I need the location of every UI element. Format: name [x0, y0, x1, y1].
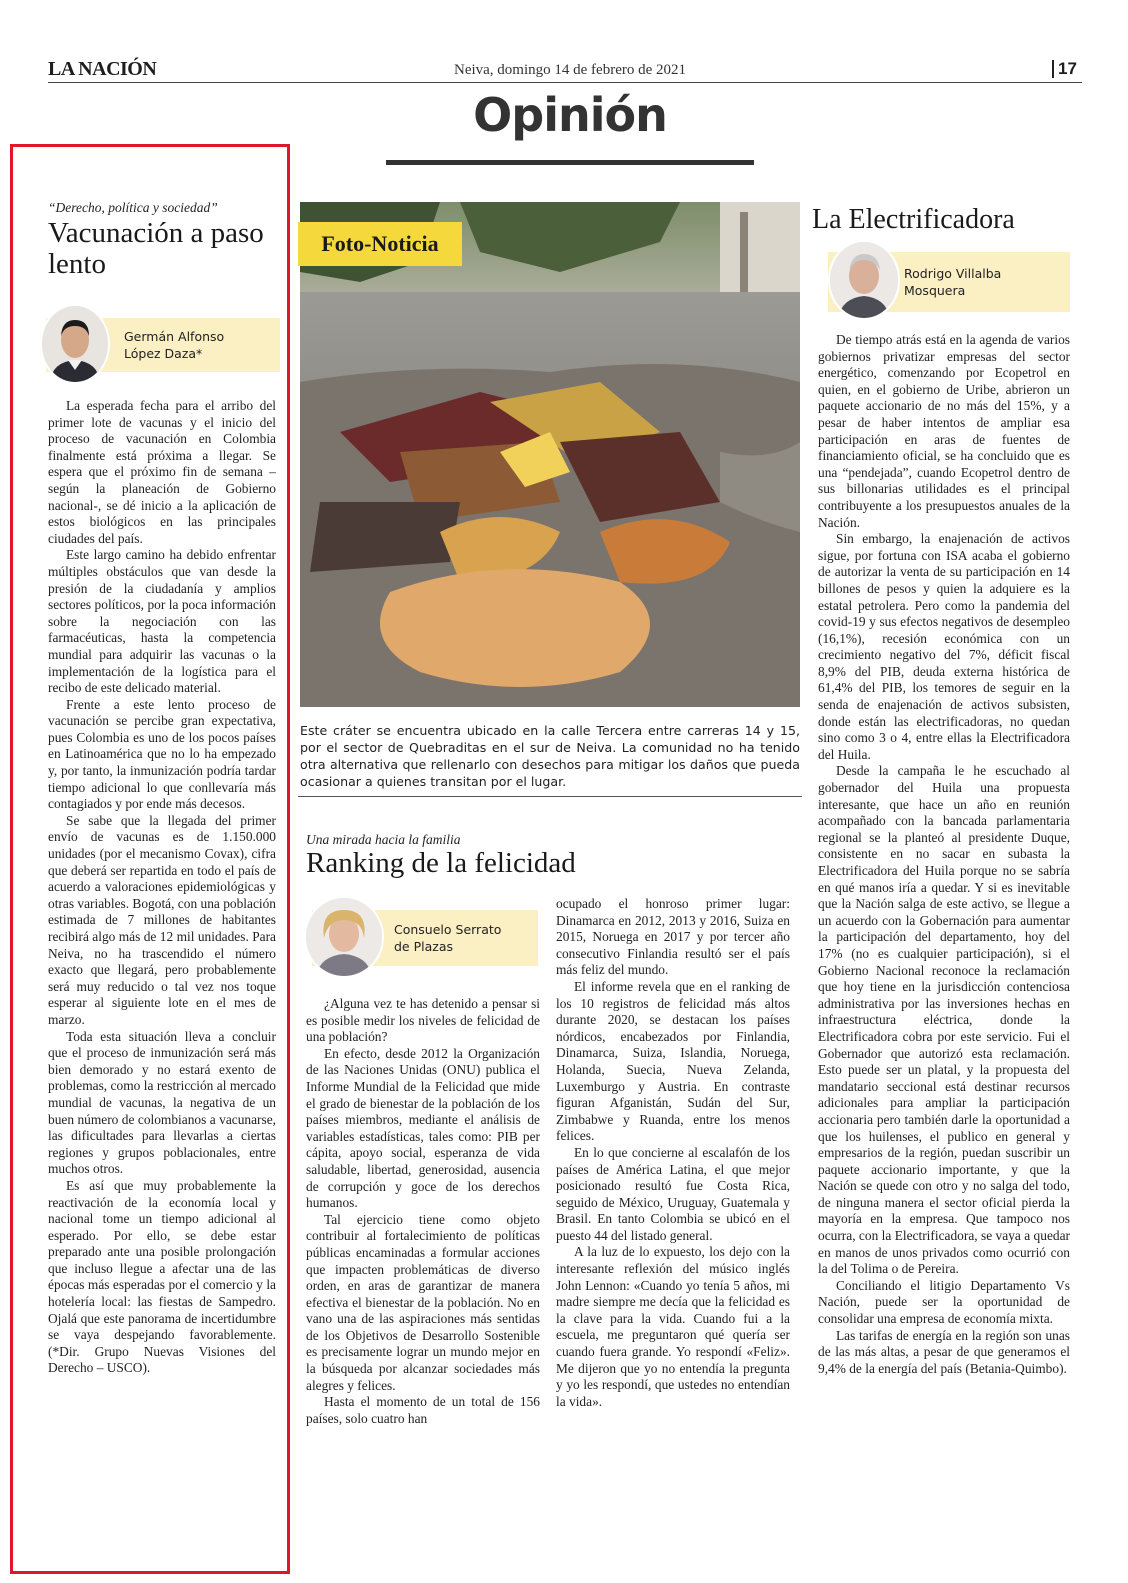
author-line: Consuelo Serrato: [394, 922, 502, 937]
section-title: Opinión: [473, 88, 667, 142]
right-author-name: [904, 265, 1001, 299]
paragraph: Frente a este lento proceso de vacunación se percibe gran expectativa, pues Colombia es uno de los pocos países en Latinoamérica que no lo ha empezado y, por tanto, la inmunización podría tardar tiempo adicional lo que conllevaría más contagiados y por ende más decesos.: [48, 696, 276, 812]
masthead-logo: LA NACIÓN: [48, 58, 157, 80]
paragraph: El informe revela que en el ranking de los 10 registros de felicidad más altos durante 2020, se destacan los países nórdicos, encabezados por Finlandia, Dinamarca, Suiza, Islandia, Noruega, Holanda, Suecia, Nueva Zelanda, Luxemburgo y Austria. En contraste figuran Afganistán, Sudán del Sur, Zimbabwe y Ruanda, entre los menos felices.: [556, 978, 790, 1144]
paragraph: Tal ejercicio tiene como objeto contribuir al fortalecimiento de políticas públicas encaminadas a formular acciones que impacten problemáticas de diverso orden, en aras de garantizar de manera efectiva el bienestar de la población. No en vano una de las aspiraciones más sentidas de los Objetivos de Desarrollo Sostenible es precisamente lograr un mundo mejor en la búsqueda por alcanzar sociedades más alegres y felices.: [306, 1211, 540, 1393]
foto-noticia-caption: Este cráter se encuentra ubicado en la calle Tercera entre carreras 14 y 15, por el sector de Quebraditas en el sur de Neiva. La comunidad no ha tenido otra alternativa que rellenarlo con desechos para mitigar los daños que pueda ocasionar a quienes transitan por el lugar.: [300, 723, 800, 789]
paragraph: La esperada fecha para el arribo del primer lote de vacunas y el inicio del proceso de vacunación en Colombia finalmente está próxima a llegar. Se espera que el próximo fin de semana –según la planeación de Gobierno nacional-, se dé inicio a la aplicación de estos biológicos en las principales ciudades del país.: [48, 398, 276, 546]
left-article-kicker: “Derecho, política y sociedad”: [48, 200, 218, 215]
author-line: López Daza*: [124, 346, 203, 361]
middle-article-col2: [556, 896, 790, 1410]
paragraph: Desde la campaña le he escuchado al gobernador del Huila una propuesta interesante, que hace un año en reunión acompañado con la bancada parlamentaria regional se la planteó al presidente Duque, consistente en no sacar en subasta la Electrificadora del Huila porque no se sabría en qué manos iría a quedar. Y si es inevitable que la Nación salga de este activo, se llegue a un acuerdo con la Gobernación para aumentar la participación del departamento, hoy del 17% (no es cualquier participación), si el Gobierno Nacional reconoce la reclamación que hoy tiene en la jurisdicción contenciosa administrativa por las inversiones hechas en infraestructura eléctrica, donde la Electrificadora cobra por este servicio. Fui el Gobernador que autorizó esta reclamación. Esto puede ser un platal, y la propuesta del mandatario seccional está destinar recursos adicionales para ampliar la participación accionaria pero también darle la oportunidad a que los huilenses, el publico en general y empresarios de la región, puedan suscribir un paquete accionario importante, y que la Nación se quede con otro y no salga del todo, de ninguna manera el sector oficial pierda la mayoría en la empresa. Que tampoco nos ocurra, con la Electrificadora, se vaya a quedar en manos de unos privados como ocurrió con la del Tolima o de Pereira.: [818, 763, 1070, 1277]
left-article-headline: Vacunación a paso lento: [48, 217, 264, 280]
paragraph: Conciliando el litigio Departamento Vs Nación, puede ser la oportunidad de consolidar una empresa de economía mixta.: [818, 1277, 1070, 1327]
paragraph: Es así que muy probablemente la reactivación de la economía local y nacional tome un tiempo adicional al esperado. Por ello, se debe estar preparado ante una posible prolongación que incluso llegue a afectar una de las épocas más esperadas por el comercio y la hotelería local: las fiestas de Sampedro. Ojalá que este panorama de incertidumbre se vaya despejando favorablemente. (*Dir. Grupo Nuevas Visiones del Derecho – USCO).: [48, 1177, 276, 1376]
foto-noticia-label: Foto-Noticia: [298, 222, 462, 266]
paragraph: De tiempo atrás está en la agenda de varios gobiernos privatizar empresas del sector energético, comenzando por Ecopetrol en quien, en el gobierno de Uribe, abrieron un paquete accionario de no más del 15%, y a pesar de haber intentos de ampliar esa participación en aras de fuentes de financiamiento oficial, se ha concluido que es una “pendejada”, cuando Ecopetrol dentro de sus billonarias utilidades es el principal contribuyente a los presupuestos anuales de la Nación.: [818, 332, 1070, 530]
right-article-headline: La Electrificadora: [812, 204, 1015, 235]
middle-article-kicker: Una mirada hacia la familia: [306, 832, 461, 847]
header-rule: [48, 82, 1082, 83]
middle-article-col1: [306, 996, 540, 1427]
paragraph: Este largo camino ha debido enfrentar múltiples obstáculos que van desde la presión de la ciudadanía y amplios sectores políticos, por la poca información sobre la negociación con las farmacéuticas, hasta la competencia mundial para adquirir las vacunas o la implementación de la logística para el recibo de este delicado material.: [48, 547, 276, 696]
paragraph: Las tarifas de energía en la región son unas de las más altas, a pesar de que generamos el 9,4% de la energía del país (Betania-Quimbo).: [818, 1327, 1070, 1376]
paragraph: A la luz de lo expuesto, los dejo con la interesante reflexión del músico inglés John Lennon: «Cuando yo tenía 5 años, mi madre siempre me decía que la felicidad es la clave para la vida. Cuando fui a la escuela, me preguntaron qué quería ser cuando fuera grande. Yo respondí «Feliz». Me dijeron que yo no entendía la pregunta y yo les respondí, que ustedes no entendían la vida».: [556, 1244, 790, 1409]
dateline: Neiva, domingo 14 de febrero de 2021: [453, 62, 687, 78]
left-author-name: [124, 328, 224, 362]
paragraph: Hasta el momento de un total de 156 países, solo cuatro han: [306, 1394, 540, 1426]
page-number: 17: [1052, 60, 1077, 78]
author-line: Mosquera: [904, 283, 966, 298]
author-photo-avatar: [828, 240, 900, 320]
author-photo-avatar: [40, 304, 110, 384]
author-photo-avatar: [304, 896, 384, 978]
section-underline: [386, 160, 754, 165]
middle-article-headline: Ranking de la felicidad: [306, 847, 576, 879]
paragraph: Toda esta situación lleva a concluir que el proceso de inmunización será más bien demorado y no estará exento de problemas, como la restricción al mercado mundial de vacunas, la negativa de un buen número de colombianos a vacunarse, las dificultades para llevarlas a ciertas regiones y grupos poblacionales, entre muchos otros.: [48, 1028, 276, 1177]
author-line: Germán Alfonso: [124, 329, 225, 344]
left-article-body: [48, 398, 276, 1377]
paragraph: Sin embargo, la enajenación de activos sigue, por fortuna con ISA acaba el gobierno de autorizar la venta de su participación en 14 billones de pesos y quien la adquiere es la estatal petrolera. Pero como la pandemia del covid-19 y sus efectos negativos de desempleo (16,1%), recesión económica con un crecimiento negativo del 7%, déficit fiscal 8,9% del PIB, deuda externa histórica de 61,4% del PIB, los temores de seguir en la senda de enajenación de activos subsisten, donde están las electrificadoras, no quedan sino como 3 o 4, entre ellas la Electrificadora del Huila.: [818, 531, 1070, 762]
middle-author-name: [394, 921, 501, 955]
paragraph: En lo que concierne al escalafón de los países de América Latina, el que mejor posicionado resultó fue Costa Rica, seguido de México, Uruguay, Guatemala y Brasil. En tanto Colombia se ubicó en el puesto 44 del listado general.: [556, 1144, 790, 1243]
paragraph: Se sabe que la llegada del primer envío de vacunas es de 1.150.000 unidades (por el mecanismo Covax), cifra que deberá ser repartida en todo el país de acuerdo a valoraciones epidemiológicas y otras variables. Bogotá, con una población estimada de 7 millones de habitantes recibirá algo más de 12 mil unidades. Para Neiva, no ha trascendido el número exacto que llegará, pero probablemente será muy reducido o tal vez nos toque esperar al siguiente lote en el mes de marzo.: [48, 812, 276, 1027]
author-line: Rodrigo Villalba: [904, 266, 1002, 281]
foto-noticia-photo: [300, 202, 800, 707]
right-article-body: [818, 332, 1070, 1377]
paragraph: ocupado el honroso primer lugar: Dinamarca en 2012, 2013 y 2016, Suiza en 2015, Noruega en 2017 y por tercer año consecutivo Finlandia resultó ser el país más feliz del mundo.: [556, 896, 790, 978]
paragraph: ¿Alguna vez te has detenido a pensar si es posible medir los niveles de felicidad de una población?: [306, 996, 540, 1045]
paragraph: En efecto, desde 2012 la Organización de las Naciones Unidas (ONU) publica el Informe Mundial de la Felicidad que mide el grado de bienestar de la población de los países miembros, mediante el análisis de variables estadísticas, tales como: PIB per cápita, apoyo social, esperanza de vida saludable, libertad, generosidad, ausencia de corrupción y goce de los derechos humanos.: [306, 1045, 540, 1211]
author-line: de Plazas: [394, 939, 454, 954]
section-divider: [298, 796, 802, 797]
